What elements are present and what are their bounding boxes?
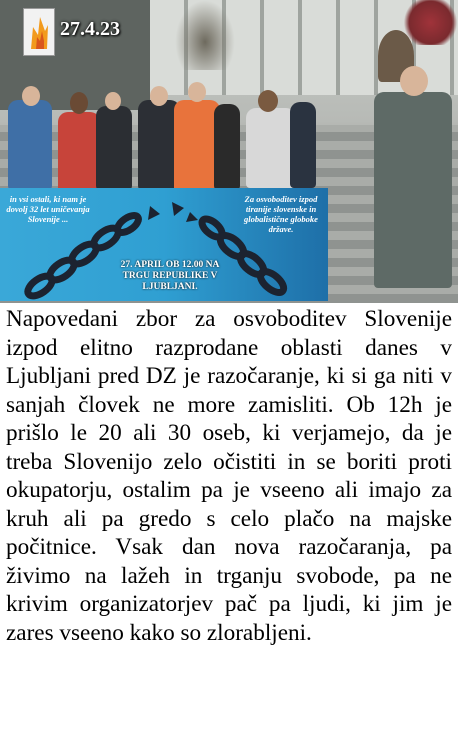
article-text: Napovedani zbor za osvoboditev Slovenije izpod elitno razprodane oblasti danes v Ljubljani pred DZ je razočaranje, ki si ga niti v sanjah človek ne more zamisliti. Ob 12h je prišlo le 20 ali 30 oseb, ki verjamejo, da je treba Slovenijo zelo očistiti in se boriti proti okupatorju, ostalim pa je vseeno ali imajo za kruh ali pa gredo s celo plačo na majske počitnice. Vsak dan nova razočaranja, pa živimo na lažeh in trganju svobode, pa ne krivim organizatorjev pač pa ljudi, ki jim je zares vseeno kako so zlorabljeni. xyxy=(6,306,452,646)
bare-tree xyxy=(175,0,235,70)
banner-right-text: Za osvoboditev izpod tiranije slovenske in globalistične globoke države. xyxy=(244,194,318,234)
person-head xyxy=(150,86,168,106)
person xyxy=(246,108,296,188)
person xyxy=(8,100,52,190)
person xyxy=(96,106,132,190)
person xyxy=(58,112,100,192)
flame-logo-icon xyxy=(27,13,51,51)
person-head xyxy=(258,90,278,112)
banner-event-text: 27. APRIL OB 12.00 NA TRGU REPUBLIKE V LJUBLJANI. xyxy=(120,260,220,292)
person-head xyxy=(22,86,40,106)
person xyxy=(214,104,240,190)
person-head xyxy=(105,92,121,110)
person xyxy=(290,102,316,188)
post-date: 27.4.23 xyxy=(60,18,120,40)
red-tree xyxy=(403,0,458,45)
person-head xyxy=(70,92,88,114)
site-logo[interactable] xyxy=(23,8,55,56)
person-head xyxy=(400,66,428,96)
event-banner xyxy=(0,188,328,301)
banner-left-text: in vsi ostali, ki nam je dovolj 32 let uničevanja Slovenije ... xyxy=(6,194,90,224)
person-head xyxy=(188,82,206,102)
person xyxy=(374,92,452,288)
